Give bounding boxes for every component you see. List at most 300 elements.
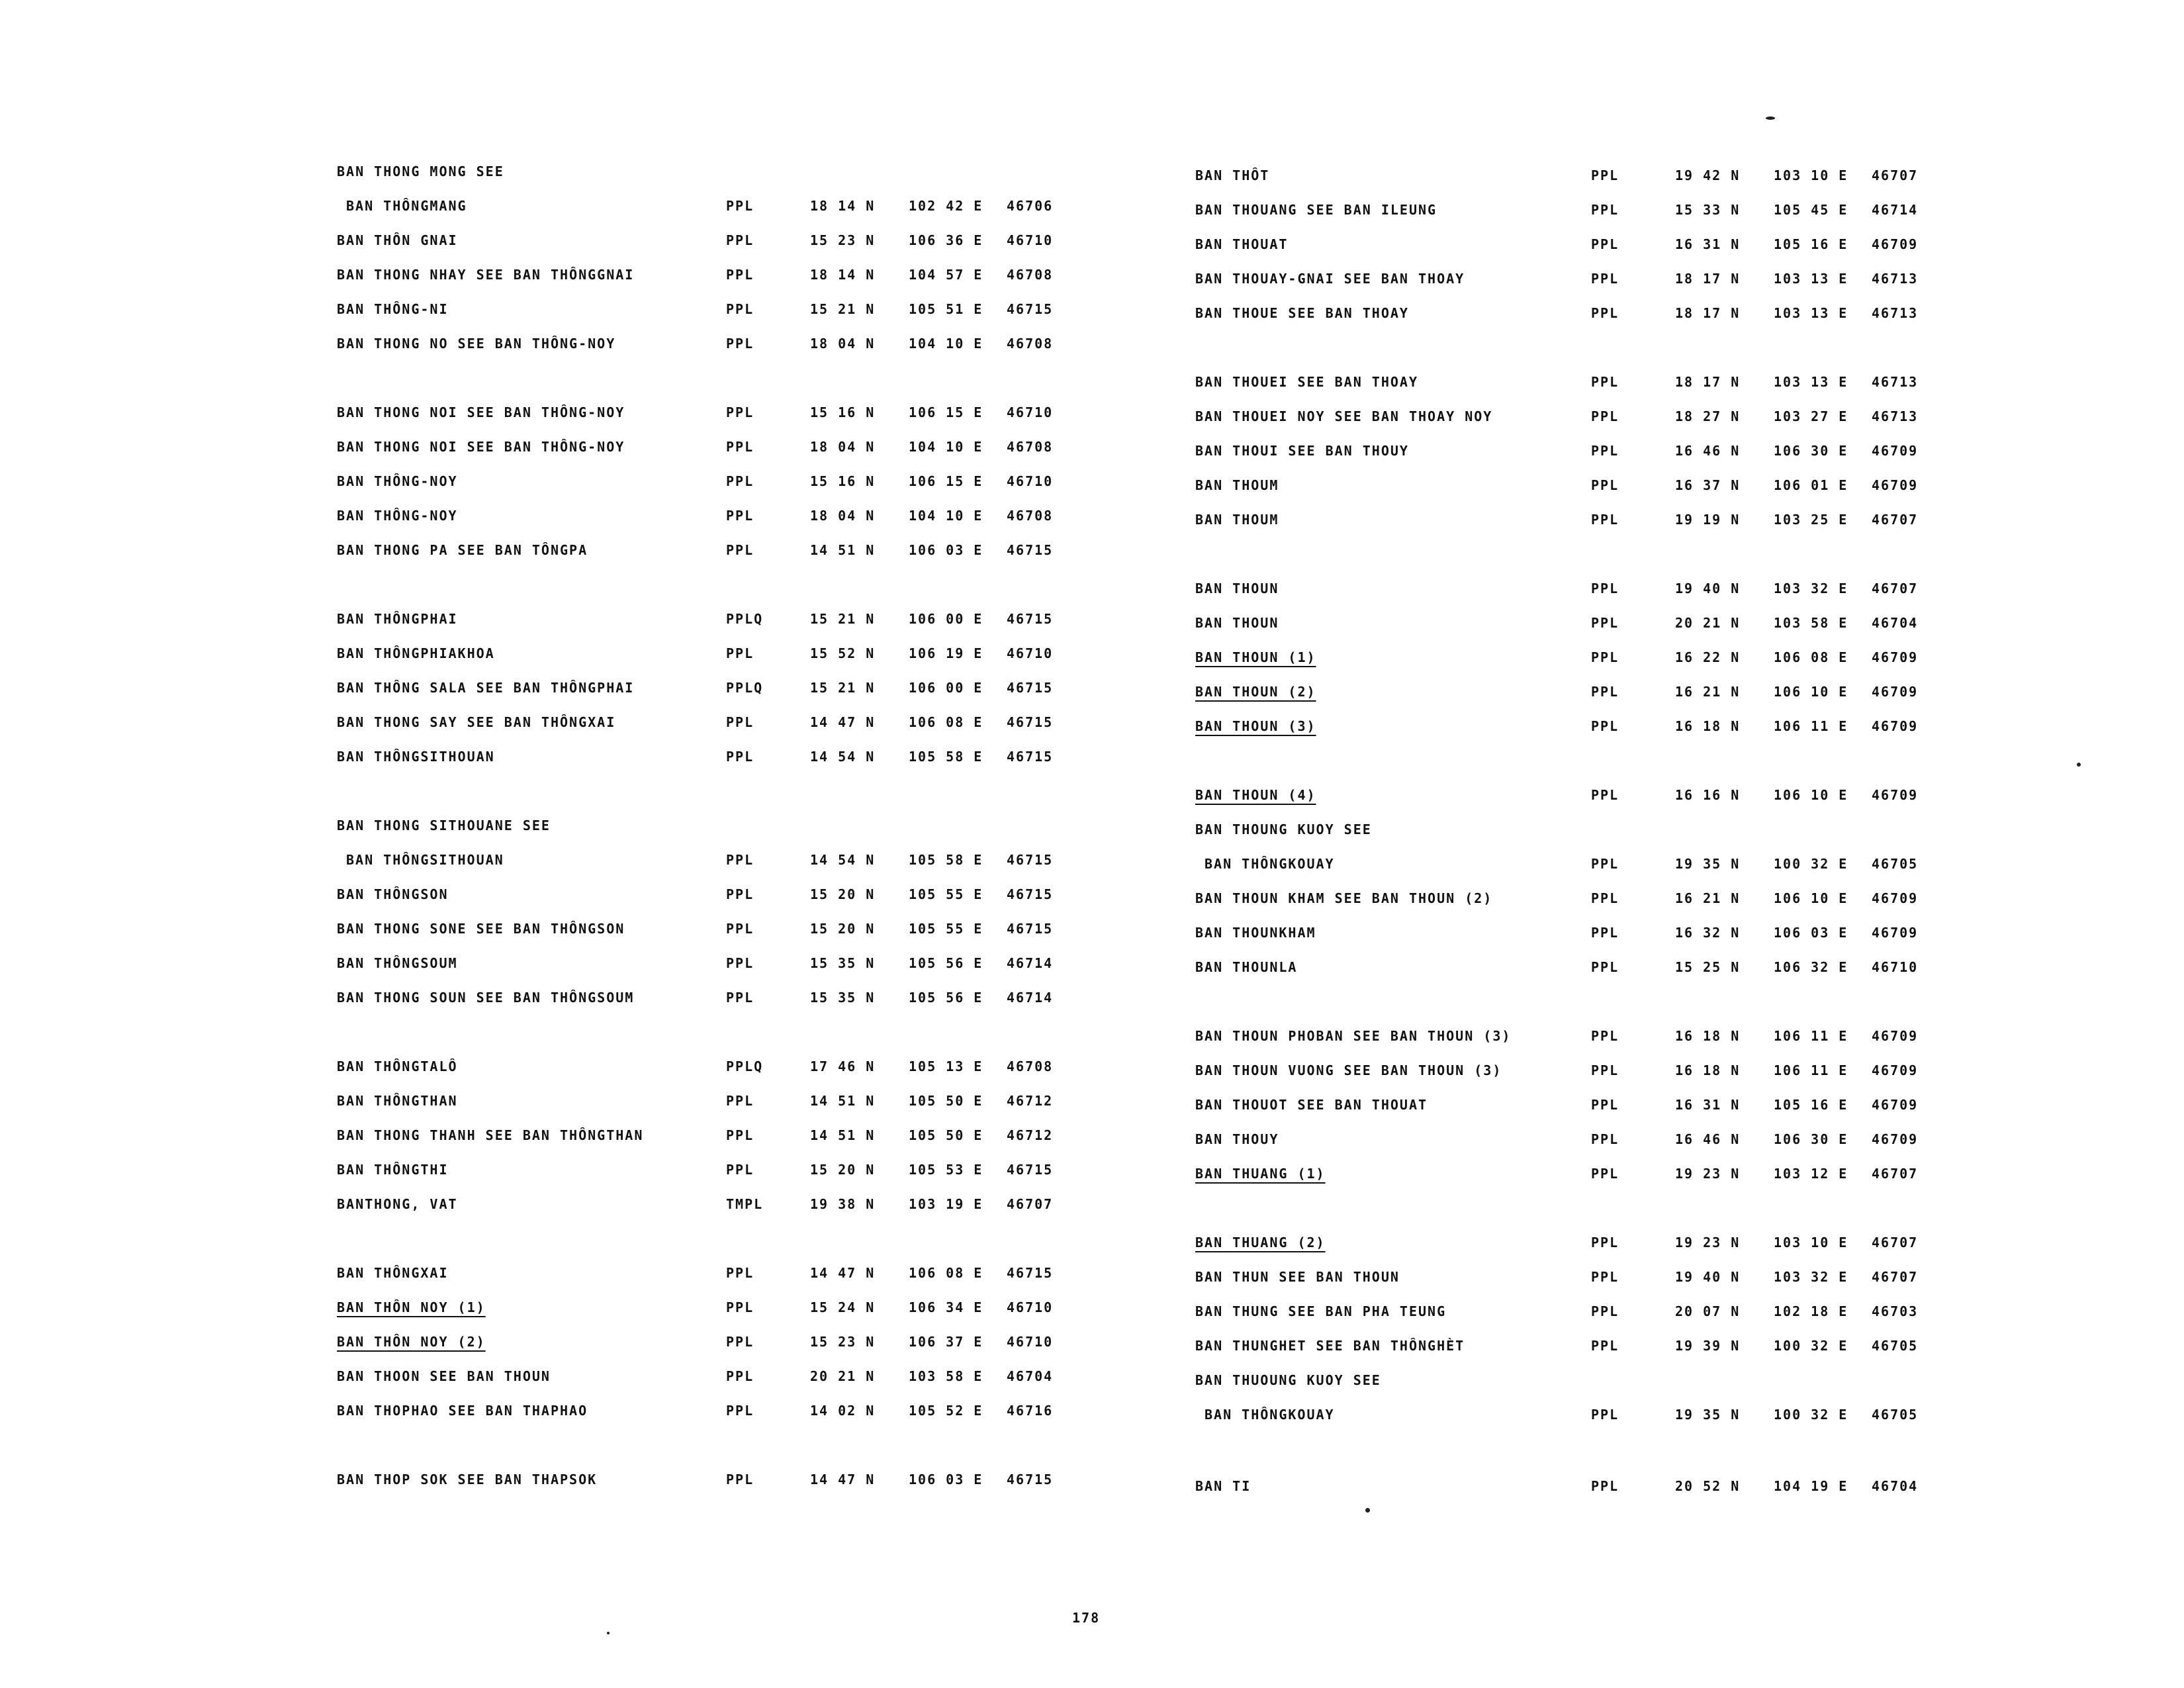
entry-name: BAN THOUN KHAM SEE BAN THOUN (2): [1195, 890, 1493, 906]
entry-longitude: 105 45 E: [1774, 202, 1848, 218]
entry-name: BAN THOUN (2): [1195, 684, 1316, 700]
entry-designation: PPL: [726, 645, 754, 661]
entry-map-sheet: 46705: [1872, 1407, 1919, 1423]
entry-designation: PPL: [726, 1299, 754, 1315]
entry-longitude: 105 56 E: [909, 955, 983, 971]
entry-longitude: 106 30 E: [1774, 443, 1848, 459]
entry-designation: PPL: [726, 542, 754, 558]
entry-name: BAN THOUAT: [1195, 236, 1289, 252]
entry-latitude: 15 25 N: [1675, 959, 1741, 975]
entry-map-sheet: 46715: [1007, 542, 1054, 558]
entry-name: BAN THOUNG KUOY SEE: [1195, 821, 1372, 837]
entry-longitude: 100 32 E: [1774, 1407, 1848, 1423]
entry-name: BAN THÔNG-NOY: [337, 473, 458, 489]
entry-name: BAN THOUM: [1195, 512, 1279, 528]
entry-latitude: 15 23 N: [810, 1334, 876, 1350]
entry-longitude: 104 10 E: [909, 336, 983, 352]
entry-longitude: 106 08 E: [909, 1265, 983, 1281]
entry-map-sheet: 46709: [1872, 477, 1919, 493]
entry-name: BAN THONG SONE SEE BAN THÔNGSON: [337, 921, 625, 937]
entry-latitude: 19 40 N: [1675, 581, 1741, 596]
entry-designation: PPL: [1591, 202, 1619, 218]
entry-name: BAN THOUEI NOY SEE BAN THOAY NOY: [1195, 408, 1493, 424]
entry-name: BAN THÔN NOY (1): [337, 1299, 486, 1315]
entry-longitude: 106 08 E: [909, 714, 983, 730]
entry-map-sheet: 46715: [1007, 301, 1054, 317]
entry-name: BAN THÔNGKOUAY: [1205, 856, 1335, 872]
entry-designation: PPL: [726, 1403, 754, 1419]
entry-latitude: 14 51 N: [810, 1093, 876, 1109]
entry-name: BAN THÔNGKOUAY: [1205, 1407, 1335, 1423]
entry-designation: PPL: [1591, 167, 1619, 183]
entry-longitude: 102 18 E: [1774, 1303, 1848, 1319]
entry-name: BAN THONG NO SEE BAN THÔNG-NOY: [337, 336, 616, 352]
entry-latitude: 15 33 N: [1675, 202, 1741, 218]
entry-name: BAN THÔN GNAI: [337, 232, 458, 248]
entry-designation: PPL: [1591, 925, 1619, 941]
entry-latitude: 14 51 N: [810, 1127, 876, 1143]
entry-designation: PPL: [1591, 1338, 1619, 1354]
entry-designation: PPL: [726, 232, 754, 248]
entry-map-sheet: 46715: [1007, 749, 1054, 765]
entry-map-sheet: 46709: [1872, 1028, 1919, 1044]
entry-latitude: 17 46 N: [810, 1058, 876, 1074]
entry-latitude: 15 20 N: [810, 886, 876, 902]
entry-longitude: 106 03 E: [1774, 925, 1848, 941]
entry-longitude: 106 03 E: [909, 542, 983, 558]
entry-name: BAN THÔNGTALÔ: [337, 1058, 458, 1074]
entry-longitude: 104 19 E: [1774, 1478, 1848, 1494]
entry-map-sheet: 46714: [1872, 202, 1919, 218]
entry-latitude: 15 24 N: [810, 1299, 876, 1315]
entry-name: BAN THOUN: [1195, 615, 1279, 631]
entry-designation: PPL: [726, 714, 754, 730]
entry-longitude: 104 10 E: [909, 439, 983, 455]
entry-name: BAN THOUM: [1195, 477, 1279, 493]
entry-longitude: 105 50 E: [909, 1093, 983, 1109]
entry-latitude: 16 18 N: [1675, 1028, 1741, 1044]
entry-designation: PPL: [1591, 1166, 1619, 1182]
entry-map-sheet: 46709: [1872, 925, 1919, 941]
entry-latitude: 15 16 N: [810, 473, 876, 489]
entry-map-sheet: 46715: [1007, 852, 1054, 868]
entry-longitude: 103 58 E: [909, 1368, 983, 1384]
entry-designation: PPL: [1591, 959, 1619, 975]
entry-longitude: 103 13 E: [1774, 271, 1848, 287]
entry-designation: PPL: [1591, 408, 1619, 424]
entry-designation: PPL: [726, 886, 754, 902]
entry-map-sheet: 46709: [1872, 1062, 1919, 1078]
entry-name: BAN THONG NOI SEE BAN THÔNG-NOY: [337, 439, 625, 455]
entry-designation: PPL: [726, 301, 754, 317]
entry-designation: PPL: [726, 1334, 754, 1350]
entry-map-sheet: 46712: [1007, 1093, 1054, 1109]
entry-map-sheet: 46708: [1007, 439, 1054, 455]
entry-designation: PPL: [1591, 1131, 1619, 1147]
entry-map-sheet: 46707: [1872, 1235, 1919, 1250]
entry-name: BAN TI: [1195, 1478, 1251, 1494]
entry-latitude: 19 23 N: [1675, 1235, 1741, 1250]
entry-designation: PPL: [726, 1265, 754, 1281]
entry-longitude: 103 10 E: [1774, 167, 1848, 183]
entry-longitude: 102 42 E: [909, 198, 983, 214]
entry-latitude: 19 38 N: [810, 1196, 876, 1212]
entry-map-sheet: 46705: [1872, 856, 1919, 872]
entry-latitude: 16 37 N: [1675, 477, 1741, 493]
entry-name: BAN THUANG (2): [1195, 1235, 1326, 1250]
entry-map-sheet: 46710: [1007, 1334, 1054, 1350]
entry-longitude: 106 00 E: [909, 680, 983, 696]
entry-name: BAN THOUN (3): [1195, 718, 1316, 734]
entry-name: BAN THONG THANH SEE BAN THÔNGTHAN: [337, 1127, 644, 1143]
entry-longitude: 104 57 E: [909, 267, 983, 283]
entry-latitude: 20 07 N: [1675, 1303, 1741, 1319]
entry-map-sheet: 46709: [1872, 649, 1919, 665]
entry-name: BAN THONG SITHOUANE SEE: [337, 818, 551, 833]
entry-longitude: 105 51 E: [909, 301, 983, 317]
entry-map-sheet: 46704: [1872, 1478, 1919, 1494]
entry-longitude: 106 08 E: [1774, 649, 1848, 665]
entry-latitude: 19 42 N: [1675, 167, 1741, 183]
entry-designation: PPL: [1591, 1407, 1619, 1423]
entry-latitude: 20 21 N: [810, 1368, 876, 1384]
entry-latitude: 19 35 N: [1675, 1407, 1741, 1423]
entry-designation: PPL: [1591, 581, 1619, 596]
entry-map-sheet: 46707: [1872, 581, 1919, 596]
entry-name: BAN THOUN (1): [1195, 649, 1316, 665]
entry-map-sheet: 46709: [1872, 787, 1919, 803]
entry-latitude: 16 46 N: [1675, 1131, 1741, 1147]
entry-designation: PPL: [726, 1093, 754, 1109]
entry-map-sheet: 46714: [1007, 990, 1054, 1006]
entry-longitude: 100 32 E: [1774, 856, 1848, 872]
entry-designation: PPL: [1591, 1097, 1619, 1113]
entry-latitude: 18 17 N: [1675, 305, 1741, 321]
entry-longitude: 103 13 E: [1774, 374, 1848, 390]
entry-longitude: 104 10 E: [909, 508, 983, 524]
entry-designation: PPL: [726, 267, 754, 283]
entry-map-sheet: 46709: [1872, 236, 1919, 252]
entry-map-sheet: 46713: [1872, 271, 1919, 287]
entry-longitude: 103 58 E: [1774, 615, 1848, 631]
entry-designation: PPL: [1591, 615, 1619, 631]
entry-name: BAN THÔNGSITHOUAN: [337, 749, 495, 765]
entry-designation: PPLQ: [726, 680, 764, 696]
entry-latitude: 15 23 N: [810, 232, 876, 248]
entry-latitude: 19 39 N: [1675, 1338, 1741, 1354]
entry-longitude: 105 58 E: [909, 749, 983, 765]
entry-latitude: 14 02 N: [810, 1403, 876, 1419]
entry-name: BANTHONG, VAT: [337, 1196, 458, 1212]
entry-latitude: 15 21 N: [810, 611, 876, 627]
entry-latitude: 16 32 N: [1675, 925, 1741, 941]
entry-latitude: 15 52 N: [810, 645, 876, 661]
entry-latitude: 14 54 N: [810, 852, 876, 868]
entry-latitude: 16 31 N: [1675, 236, 1741, 252]
entry-map-sheet: 46710: [1007, 404, 1054, 420]
entry-longitude: 106 32 E: [1774, 959, 1848, 975]
entry-latitude: 15 20 N: [810, 1162, 876, 1178]
entry-latitude: 16 31 N: [1675, 1097, 1741, 1113]
entry-latitude: 18 27 N: [1675, 408, 1741, 424]
entry-longitude: 103 19 E: [909, 1196, 983, 1212]
entry-designation: PPL: [1591, 718, 1619, 734]
entry-designation: PPL: [1591, 787, 1619, 803]
entry-name: BAN THÔNGTHAN: [337, 1093, 458, 1109]
entry-designation: PPL: [726, 852, 754, 868]
entry-longitude: 105 52 E: [909, 1403, 983, 1419]
entry-latitude: 16 21 N: [1675, 890, 1741, 906]
entry-map-sheet: 46714: [1007, 955, 1054, 971]
entry-longitude: 106 15 E: [909, 473, 983, 489]
entry-designation: PPL: [726, 990, 754, 1006]
entry-map-sheet: 46713: [1872, 374, 1919, 390]
entry-name: BAN THONG NHAY SEE BAN THÔNGGNAI: [337, 267, 635, 283]
entry-map-sheet: 46708: [1007, 267, 1054, 283]
entry-map-sheet: 46708: [1007, 1058, 1054, 1074]
entry-latitude: 14 47 N: [810, 1265, 876, 1281]
entry-latitude: 18 17 N: [1675, 271, 1741, 287]
entry-latitude: 14 47 N: [810, 714, 876, 730]
entry-name: BAN THOUN VUONG SEE BAN THOUN (3): [1195, 1062, 1502, 1078]
entry-name: BAN THOUN (4): [1195, 787, 1316, 803]
entry-name: BAN THÔNG SALA SEE BAN THÔNGPHAI: [337, 680, 635, 696]
entry-designation: PPL: [1591, 890, 1619, 906]
entry-longitude: 106 10 E: [1774, 787, 1848, 803]
entry-latitude: 18 04 N: [810, 508, 876, 524]
entry-map-sheet: 46704: [1872, 615, 1919, 631]
entry-name: BAN THUNG SEE BAN PHA TEUNG: [1195, 1303, 1447, 1319]
entry-name: BAN THOUEI SEE BAN THOAY: [1195, 374, 1418, 390]
entry-latitude: 15 35 N: [810, 990, 876, 1006]
entry-designation: PPL: [1591, 1303, 1619, 1319]
entry-latitude: 19 19 N: [1675, 512, 1741, 528]
entry-latitude: 19 40 N: [1675, 1269, 1741, 1285]
entry-latitude: 20 21 N: [1675, 615, 1741, 631]
entry-name: BAN THONG PA SEE BAN TÔNGPA: [337, 542, 588, 558]
entry-designation: PPL: [726, 1368, 754, 1384]
entry-designation: PPL: [726, 749, 754, 765]
entry-latitude: 19 35 N: [1675, 856, 1741, 872]
entry-map-sheet: 46715: [1007, 921, 1054, 937]
entry-name: BAN THÔNG-NOY: [337, 508, 458, 524]
entry-designation: PPL: [1591, 1269, 1619, 1285]
scan-speck: [607, 1632, 610, 1634]
entry-map-sheet: 46704: [1007, 1368, 1054, 1384]
entry-longitude: 106 34 E: [909, 1299, 983, 1315]
entry-name: BAN THOUNKHAM: [1195, 925, 1316, 941]
entry-latitude: 20 52 N: [1675, 1478, 1741, 1494]
entry-designation: TMPL: [726, 1196, 764, 1212]
entry-latitude: 16 21 N: [1675, 684, 1741, 700]
entry-designation: PPL: [726, 921, 754, 937]
entry-latitude: 18 14 N: [810, 267, 876, 283]
entry-map-sheet: 46715: [1007, 886, 1054, 902]
entry-name: BAN THUNGHET SEE BAN THÔNGHÈT: [1195, 1338, 1465, 1354]
entry-map-sheet: 46710: [1872, 959, 1919, 975]
entry-longitude: 106 03 E: [909, 1472, 983, 1487]
entry-longitude: 106 11 E: [1774, 1062, 1848, 1078]
entry-name: BAN THOUNLA: [1195, 959, 1298, 975]
entry-longitude: 106 11 E: [1774, 1028, 1848, 1044]
entry-name: BAN THOPHAO SEE BAN THAPHAO: [337, 1403, 588, 1419]
entry-latitude: 18 04 N: [810, 336, 876, 352]
entry-map-sheet: 46703: [1872, 1303, 1919, 1319]
entry-latitude: 15 21 N: [810, 680, 876, 696]
entry-latitude: 14 47 N: [810, 1472, 876, 1487]
page-number: 178: [1072, 1610, 1101, 1626]
entry-name: BAN THÔNGMANG: [346, 198, 467, 214]
entry-name: BAN THÔNGTHI: [337, 1162, 449, 1178]
entry-longitude: 103 32 E: [1774, 1269, 1848, 1285]
entry-designation: PPL: [1591, 271, 1619, 287]
entry-longitude: 105 16 E: [1774, 1097, 1848, 1113]
entry-designation: PPLQ: [726, 611, 764, 627]
entry-longitude: 103 32 E: [1774, 581, 1848, 596]
entry-map-sheet: 46715: [1007, 680, 1054, 696]
entry-longitude: 106 00 E: [909, 611, 983, 627]
scan-speck: [1766, 117, 1775, 120]
entry-map-sheet: 46707: [1872, 512, 1919, 528]
entry-map-sheet: 46708: [1007, 508, 1054, 524]
entry-map-sheet: 46713: [1872, 305, 1919, 321]
entry-latitude: 18 14 N: [810, 198, 876, 214]
entry-map-sheet: 46707: [1872, 1166, 1919, 1182]
entry-longitude: 106 37 E: [909, 1334, 983, 1350]
entry-name: BAN THOUOT SEE BAN THOUAT: [1195, 1097, 1428, 1113]
entry-map-sheet: 46707: [1007, 1196, 1054, 1212]
entry-map-sheet: 46710: [1007, 645, 1054, 661]
entry-longitude: 103 27 E: [1774, 408, 1848, 424]
entry-name: BAN THONG SOUN SEE BAN THÔNGSOUM: [337, 990, 635, 1006]
entry-longitude: 106 10 E: [1774, 684, 1848, 700]
entry-name: BAN THOUY: [1195, 1131, 1279, 1147]
entry-name: BAN THOON SEE BAN THOUN: [337, 1368, 551, 1384]
entry-designation: PPL: [1591, 856, 1619, 872]
entry-latitude: 19 23 N: [1675, 1166, 1741, 1182]
entry-designation: PPL: [1591, 443, 1619, 459]
entry-latitude: 16 18 N: [1675, 1062, 1741, 1078]
entry-name: BAN THOUAY-GNAI SEE BAN THOAY: [1195, 271, 1465, 287]
entry-name: BAN THUN SEE BAN THOUN: [1195, 1269, 1400, 1285]
entry-designation: PPL: [1591, 512, 1619, 528]
entry-designation: PPL: [1591, 684, 1619, 700]
entry-map-sheet: 46715: [1007, 1265, 1054, 1281]
entry-map-sheet: 46716: [1007, 1403, 1054, 1419]
entry-longitude: 103 10 E: [1774, 1235, 1848, 1250]
entry-name: BAN THOUN: [1195, 581, 1279, 596]
entry-longitude: 106 15 E: [909, 404, 983, 420]
entry-latitude: 15 21 N: [810, 301, 876, 317]
entry-name: BAN THOP SOK SEE BAN THAPSOK: [337, 1472, 598, 1487]
entry-designation: PPLQ: [726, 1058, 764, 1074]
entry-longitude: 105 58 E: [909, 852, 983, 868]
entry-designation: PPL: [1591, 374, 1619, 390]
entry-map-sheet: 46715: [1007, 611, 1054, 627]
entry-name: BAN THÔNGSON: [337, 886, 449, 902]
entry-designation: PPL: [726, 439, 754, 455]
entry-map-sheet: 46706: [1007, 198, 1054, 214]
entry-name: BAN THÔT: [1195, 167, 1270, 183]
entry-name: BAN THÔNGXAI: [337, 1265, 449, 1281]
entry-latitude: 15 20 N: [810, 921, 876, 937]
entry-map-sheet: 46709: [1872, 890, 1919, 906]
entry-map-sheet: 46710: [1007, 232, 1054, 248]
entry-name: BAN THONG NOI SEE BAN THÔNG-NOY: [337, 404, 625, 420]
entry-name: BAN THÔNGPHIAKHOA: [337, 645, 495, 661]
entry-latitude: 16 16 N: [1675, 787, 1741, 803]
entry-name: BAN THUOUNG KUOY SEE: [1195, 1372, 1381, 1388]
entry-map-sheet: 46712: [1007, 1127, 1054, 1143]
entry-longitude: 106 36 E: [909, 232, 983, 248]
entry-longitude: 105 50 E: [909, 1127, 983, 1143]
entry-latitude: 14 51 N: [810, 542, 876, 558]
entry-name: BAN THONG SAY SEE BAN THÔNGXAI: [337, 714, 616, 730]
entry-map-sheet: 46708: [1007, 336, 1054, 352]
entry-longitude: 106 10 E: [1774, 890, 1848, 906]
entry-designation: PPL: [726, 955, 754, 971]
entry-longitude: 106 11 E: [1774, 718, 1848, 734]
entry-designation: PPL: [1591, 1062, 1619, 1078]
entry-name: BAN THOUI SEE BAN THOUY: [1195, 443, 1409, 459]
entry-designation: PPL: [726, 1472, 754, 1487]
entry-designation: PPL: [1591, 236, 1619, 252]
entry-map-sheet: 46709: [1872, 443, 1919, 459]
entry-map-sheet: 46709: [1872, 718, 1919, 734]
entry-map-sheet: 46709: [1872, 1131, 1919, 1147]
entry-longitude: 100 32 E: [1774, 1338, 1848, 1354]
entry-latitude: 16 18 N: [1675, 718, 1741, 734]
entry-designation: PPL: [1591, 649, 1619, 665]
entry-name: BAN THÔNGSOUM: [337, 955, 458, 971]
entry-designation: PPL: [726, 1127, 754, 1143]
entry-longitude: 105 13 E: [909, 1058, 983, 1074]
entry-name: BAN THOUN PHOBAN SEE BAN THOUN (3): [1195, 1028, 1512, 1044]
entry-designation: PPL: [1591, 1235, 1619, 1250]
entry-longitude: 105 56 E: [909, 990, 983, 1006]
entry-map-sheet: 46713: [1872, 408, 1919, 424]
entry-longitude: 106 01 E: [1774, 477, 1848, 493]
entry-longitude: 105 16 E: [1774, 236, 1848, 252]
scan-speck: [2077, 763, 2081, 767]
entry-name: BAN THÔN NOY (2): [337, 1334, 486, 1350]
entry-designation: PPL: [726, 198, 754, 214]
entry-name: BAN THUANG (1): [1195, 1166, 1326, 1182]
entry-name: BAN THÔNGSITHOUAN: [346, 852, 504, 868]
entry-designation: PPL: [726, 1162, 754, 1178]
entry-map-sheet: 46710: [1007, 1299, 1054, 1315]
entry-longitude: 106 19 E: [909, 645, 983, 661]
entry-name: BAN THOUANG SEE BAN ILEUNG: [1195, 202, 1437, 218]
entry-map-sheet: 46715: [1007, 714, 1054, 730]
entry-latitude: 15 35 N: [810, 955, 876, 971]
entry-longitude: 103 12 E: [1774, 1166, 1848, 1182]
entry-designation: PPL: [1591, 305, 1619, 321]
entry-map-sheet: 46710: [1007, 473, 1054, 489]
entry-designation: PPL: [726, 508, 754, 524]
entry-designation: PPL: [726, 336, 754, 352]
entry-longitude: 105 55 E: [909, 886, 983, 902]
entry-map-sheet: 46715: [1007, 1162, 1054, 1178]
entry-name: BAN THÔNG-NI: [337, 301, 449, 317]
entry-latitude: 16 22 N: [1675, 649, 1741, 665]
entry-designation: PPL: [1591, 1028, 1619, 1044]
entry-latitude: 16 46 N: [1675, 443, 1741, 459]
entry-longitude: 103 13 E: [1774, 305, 1848, 321]
entry-name: BAN THOUE SEE BAN THOAY: [1195, 305, 1409, 321]
scan-speck: [1365, 1508, 1370, 1513]
entry-map-sheet: 46709: [1872, 684, 1919, 700]
